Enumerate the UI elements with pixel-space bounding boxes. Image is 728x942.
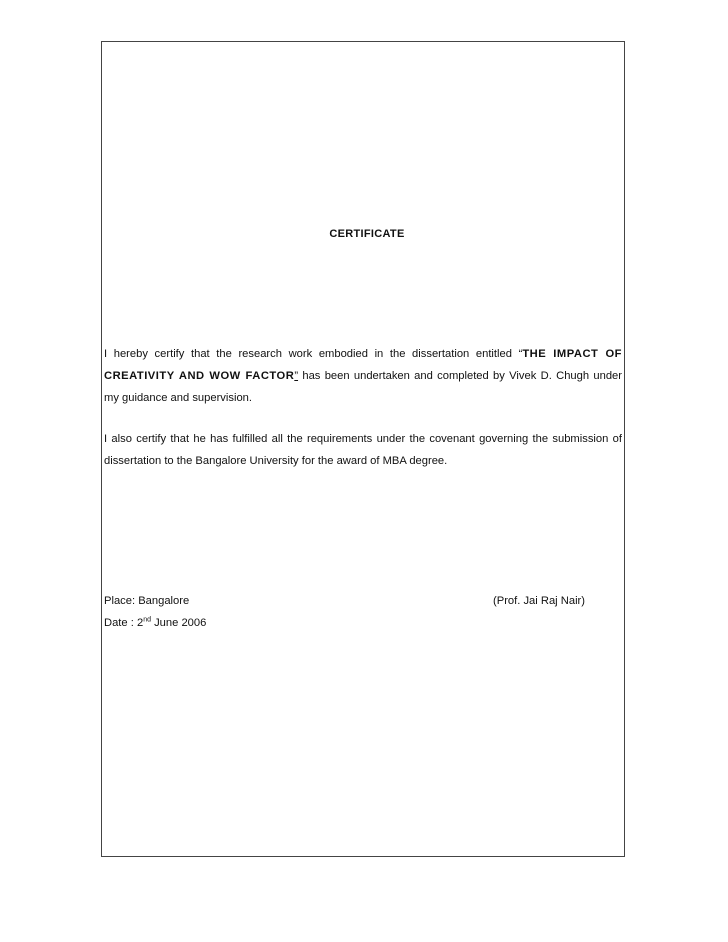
certification-paragraph bbox=[104, 343, 622, 409]
requirements-paragraph: I also certify that he has fulfilled all the requirements under the covenant governing the submission of dissertation to the Bangalore University for the award of MBA degree. bbox=[104, 433, 622, 467]
place-line: Place: Bangalore bbox=[104, 595, 190, 607]
date-prefix: Date : 2 bbox=[104, 617, 144, 629]
dissertation-title: THE IMPACT OF CREATIVITY AND WOW FACTOR bbox=[104, 348, 623, 382]
date-line bbox=[104, 617, 206, 629]
certificate-title: CERTIFICATE bbox=[329, 228, 405, 240]
signatory-name: (Prof. Jai Raj Nair) bbox=[493, 595, 586, 607]
paragraph-rest-text: has been undertaken and completed by Vivek D. Chugh under my guidance and supervision. bbox=[104, 370, 622, 404]
date-rest: June 2006 bbox=[150, 617, 207, 629]
closing-quote: ” bbox=[294, 370, 299, 382]
paragraph-lead-text: I hereby certify that the research work embodied in the dissertation entitled “ bbox=[104, 348, 523, 360]
date-ordinal-suffix: nd bbox=[143, 616, 151, 624]
